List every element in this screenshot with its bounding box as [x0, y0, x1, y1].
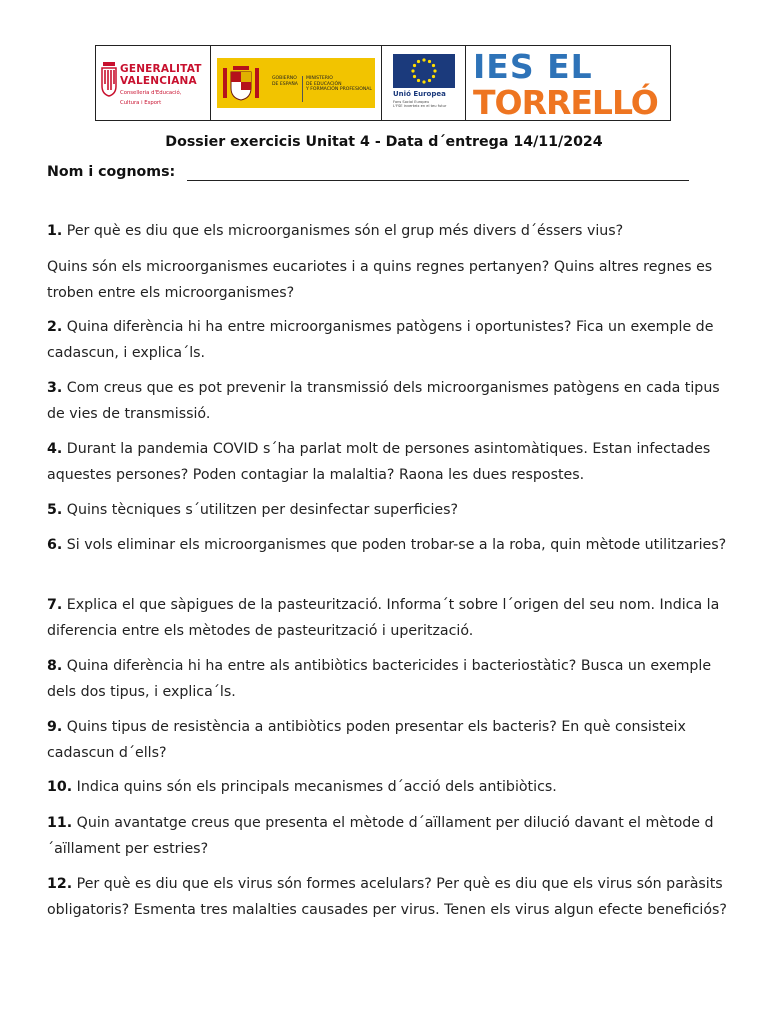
- question-7: [47, 593, 737, 644]
- generalitat-title-1: GENERALITAT: [120, 63, 202, 75]
- ies-logo-line-2: TORRELLÓ: [473, 83, 658, 120]
- eu-label: Unió Europea: [393, 90, 446, 98]
- question-number: 9.: [47, 719, 63, 735]
- spain-coat-of-arms-icon: [221, 62, 261, 104]
- question-4: [47, 437, 737, 488]
- question-number: 10.: [47, 779, 73, 795]
- question-text: Quins tècniques s´utilitzen per desinfectar superficies?: [66, 502, 459, 518]
- question-number: 8.: [47, 658, 63, 674]
- question-text: Per què es diu que els microorganismes són el grup més divers d´éssers vius?: [66, 223, 624, 239]
- gobierno-line-2: DE ESPAÑA: [272, 81, 298, 87]
- question-6: [47, 533, 737, 559]
- ministerio-line-3: Y FORMACIÓN PROFESIONAL: [306, 87, 372, 93]
- eu-flag-icon: [393, 54, 455, 88]
- question-text: Per què es diu que els virus són formes acelulars? Per què es diu que els virus són paràsits obligatoris? Esmenta tres malalties causades per virus. Tenen els virus algun efecte beneficiós?: [47, 876, 727, 918]
- question-number: 4.: [47, 441, 63, 457]
- question-number: 2.: [47, 319, 63, 335]
- generalitat-logo: [96, 46, 211, 120]
- generalitat-sub-1: Conselleria d'Educació,: [120, 90, 182, 96]
- question-text: Quina diferència hi ha entre microorganismes patògens i oportunistes? Fica un exemple de cadascun, i explica´ls.: [47, 319, 714, 361]
- gobierno-logo: [211, 46, 382, 120]
- question-1-continued: [47, 255, 737, 306]
- question-2: [47, 315, 737, 366]
- gobierno-banner: [217, 58, 375, 108]
- question-number: 5.: [47, 502, 63, 518]
- question-text: Durant la pandemia COVID s´ha parlat molt de persones asintomàtiques. Estan infectades aquestes persones? Poden contagiar la malaltia? Raona les dues respostes.: [47, 441, 711, 483]
- eu-tagline-1: Fons Social Europeu: [393, 100, 430, 104]
- gobierno-line-1: GOBIERNO: [272, 76, 297, 81]
- question-11: [47, 811, 737, 862]
- question-number: 3.: [47, 380, 63, 396]
- ies-logo-line-1: IES EL: [473, 47, 593, 86]
- name-fill-line[interactable]: [187, 180, 689, 181]
- generalitat-title-2: VALENCIANA: [120, 75, 197, 87]
- eu-logo: [382, 46, 466, 120]
- question-text: Com creus que es pot prevenir la transmissió dels microorganismes patògens en cada tipus de vies de transmissió.: [47, 380, 720, 422]
- question-number: 7.: [47, 597, 63, 613]
- question-8: [47, 654, 737, 705]
- question-text: Quin avantatge creus que presenta el mètode d´aïllament per dilució davant el mètode d´aïllament per estries?: [47, 815, 714, 857]
- eu-tagline-2: L'FSE inverteix en el teu futur: [393, 104, 447, 109]
- question-text: Si vols eliminar els microorganismes que poden trobar-se a la roba, quin mètode utilitzaries?: [66, 537, 727, 553]
- generalitat-emblem-icon: [98, 60, 120, 100]
- question-number: 1.: [47, 223, 63, 239]
- question-3: [47, 376, 737, 427]
- question-text: Quins són els microorganismes eucariotes i a quins regnes pertanyen? Quins altres regnes es troben entre els microorganismes?: [47, 259, 713, 301]
- question-number: 12.: [47, 876, 73, 892]
- question-10: [47, 775, 737, 801]
- question-1: [47, 219, 737, 245]
- question-text: Indica quins són els principals mecanismes d´acció dels antibiòtics.: [76, 779, 557, 795]
- generalitat-sub-2: Cultura i Esport: [120, 99, 162, 106]
- ies-el-torrello-logo: [466, 46, 670, 120]
- question-number: 11.: [47, 815, 73, 831]
- logo-header: [95, 45, 671, 121]
- name-label: Nom i cognoms:: [47, 164, 176, 180]
- question-5: [47, 498, 737, 524]
- ministerio-line-1: MINISTERIO: [306, 76, 333, 81]
- ies-el-torrello-wordmark-icon: [471, 46, 661, 120]
- question-number: 6.: [47, 537, 63, 553]
- question-text: Quina diferència hi ha entre als antibiòtics bactericides i bacteriostàtic? Busca un exemple dels dos tipus, i explica´ls.: [47, 658, 712, 700]
- question-12: [47, 872, 737, 923]
- ministerio-line-2: DE EDUCACIÓN: [306, 81, 342, 87]
- question-text: Quins tipus de resistència a antibiòtics poden presentar els bacteris? En què consisteix cadascun d´ells?: [47, 719, 686, 761]
- question-text: Explica el que sàpigues de la pasteurització. Informa´t sobre l´origen del seu nom. Indica la diferencia entre els mètodes de pasteurització i uperització.: [47, 597, 720, 639]
- question-9: [47, 715, 737, 766]
- document-title: Dossier exercicis Unitat 4 - Data d´entrega 14/11/2024: [165, 134, 603, 150]
